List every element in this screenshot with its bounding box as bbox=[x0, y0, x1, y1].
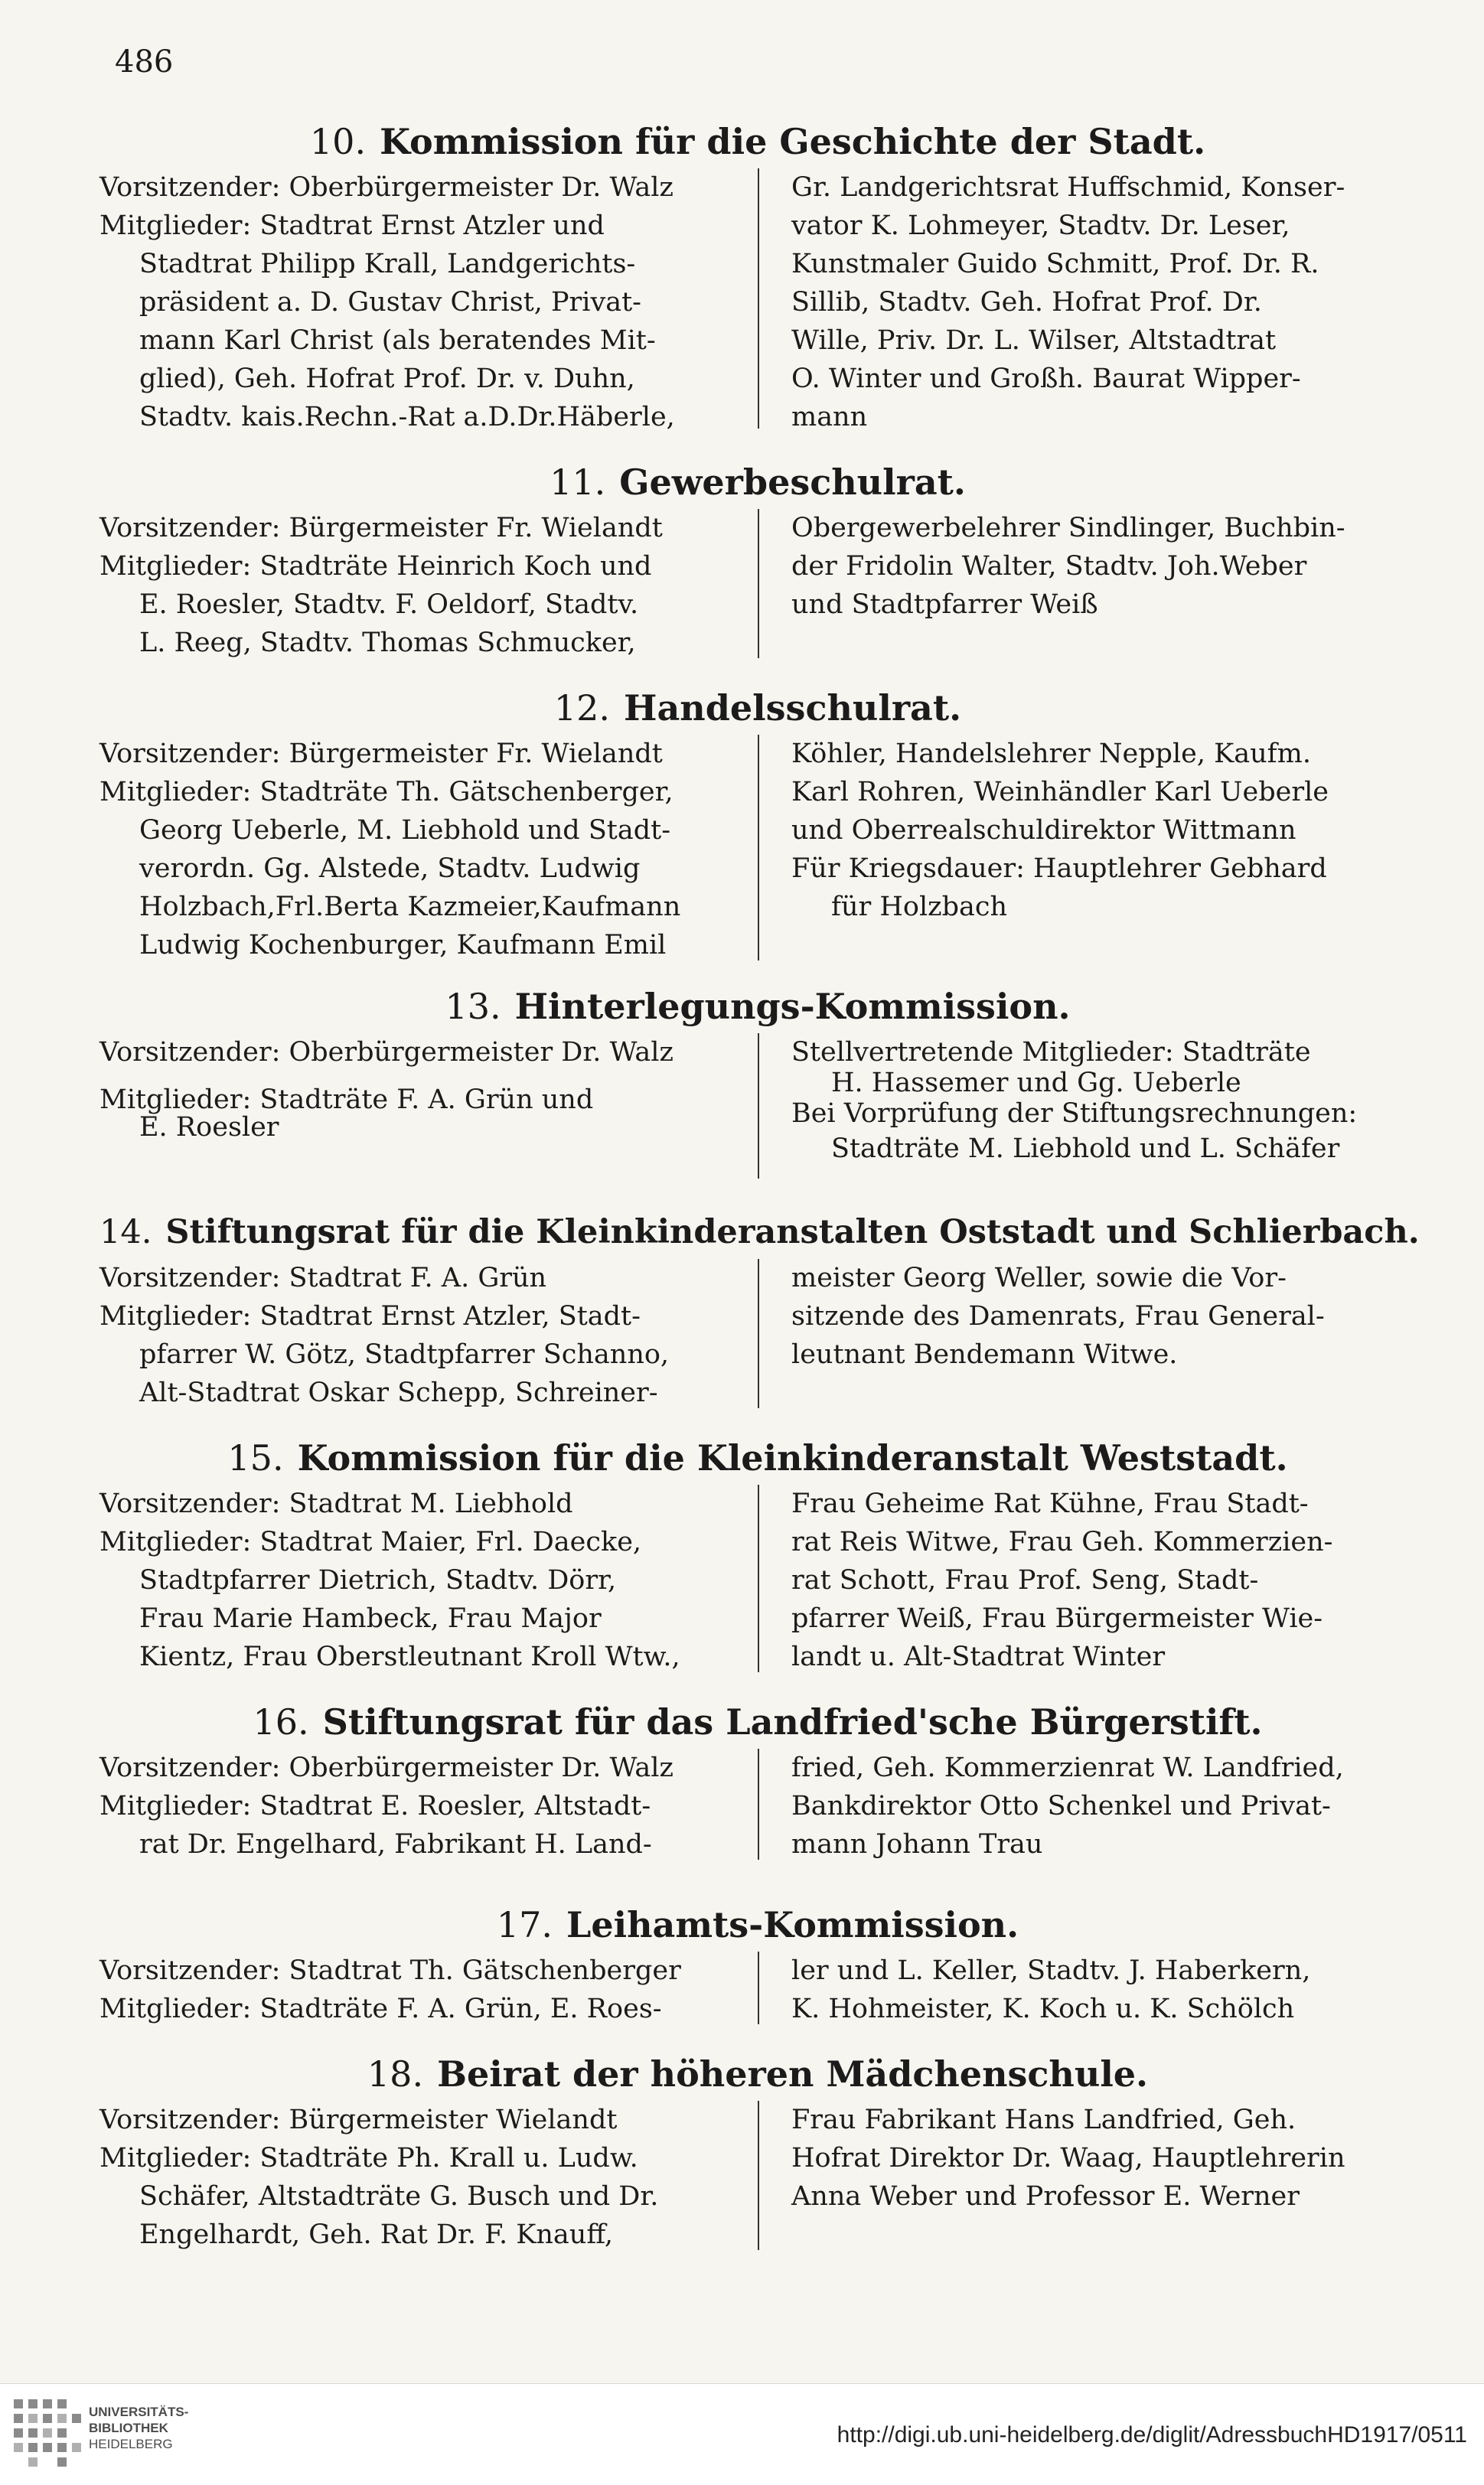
section-heading: Hinterlegungs-Kommission. bbox=[514, 986, 1071, 1027]
text-line: landt u. Alt-Stadtrat Winter bbox=[791, 1642, 1166, 1672]
column-divider bbox=[758, 1952, 759, 2024]
text-line: Wille, Priv. Dr. L. Wilser, Altstadtrat bbox=[791, 325, 1277, 356]
library-name-line: UNIVERSITÄTS- bbox=[89, 2405, 189, 2419]
section-title bbox=[99, 980, 1416, 1033]
section-columns bbox=[99, 168, 1416, 436]
section-number: 16. bbox=[253, 1701, 309, 1743]
text-line: H. Hassemer und Gg. Ueberle bbox=[831, 1068, 1241, 1098]
left-column bbox=[99, 735, 758, 964]
text-line: E. Roesler, Stadtv. F. Oeldorf, Stadtv. bbox=[139, 589, 639, 620]
members-line: Mitglieder: Stadtrat Ernst Atzler und bbox=[99, 210, 605, 241]
right-column bbox=[758, 1485, 1416, 1676]
text-line: Sillib, Stadtv. Geh. Hofrat Prof. Dr. bbox=[791, 287, 1262, 318]
section-number: 13. bbox=[445, 986, 501, 1027]
section-16 bbox=[99, 1695, 1416, 1864]
text-line: K. Hohmeister, K. Koch u. K. Schölch bbox=[791, 1994, 1295, 2024]
section-columns bbox=[99, 735, 1416, 964]
section-heading: Beirat der höheren Mädchenschule. bbox=[437, 2053, 1149, 2095]
section-heading: Handelsschulrat. bbox=[624, 687, 962, 729]
left-column bbox=[99, 1259, 758, 1412]
text-line: Stellvertretende Mitglieder: Stadträte bbox=[791, 1037, 1311, 1068]
text-line: Alt-Stadtrat Oskar Schepp, Schreiner- bbox=[139, 1378, 658, 1408]
left-column bbox=[99, 1485, 758, 1676]
text-line: Schäfer, Altstadträte G. Busch und Dr. bbox=[139, 2181, 659, 2212]
section-columns bbox=[99, 1952, 1416, 2028]
section-number: 17. bbox=[496, 1904, 553, 1945]
text-line: Hofrat Direktor Dr. Waag, Hauptlehrerin bbox=[791, 2143, 1345, 2174]
text-line: Köhler, Handelslehrer Nepple, Kaufm. bbox=[791, 739, 1311, 769]
column-divider bbox=[758, 1033, 759, 1179]
section-number: 14. bbox=[99, 1213, 152, 1251]
chair-line: Vorsitzender: Bürgermeister Wielandt bbox=[99, 2105, 618, 2135]
text-line: pfarrer Weiß, Frau Bürgermeister Wie- bbox=[791, 1603, 1323, 1634]
section-columns bbox=[99, 1259, 1416, 1412]
page-number: 486 bbox=[115, 44, 174, 80]
university-seal-icon bbox=[14, 2399, 81, 2467]
text-line: der Fridolin Walter, Stadtv. Joh.Weber bbox=[791, 551, 1307, 582]
right-column bbox=[758, 1952, 1416, 2028]
text-line: pfarrer W. Götz, Stadtpfarrer Schanno, bbox=[139, 1339, 670, 1370]
text-line: O. Winter und Großh. Baurat Wipper- bbox=[791, 364, 1301, 394]
section-14 bbox=[99, 1205, 1420, 1412]
section-17 bbox=[99, 1898, 1416, 2028]
section-heading: Kommission für die Kleinkinderanstalt Weststadt. bbox=[297, 1437, 1288, 1479]
right-column bbox=[758, 1749, 1416, 1864]
section-number: 10. bbox=[309, 121, 367, 162]
left-column bbox=[99, 1749, 758, 1864]
members-line: Mitglieder: Stadtrat E. Roesler, Altstadt- bbox=[99, 1791, 651, 1821]
library-footer bbox=[0, 2383, 1484, 2485]
section-number: 11. bbox=[550, 461, 606, 503]
section-heading: Gewerbeschulrat. bbox=[619, 461, 966, 503]
members-line: Mitglieder: Stadträte Ph. Krall u. Ludw. bbox=[99, 2143, 638, 2174]
section-columns bbox=[99, 1485, 1416, 1676]
left-column bbox=[99, 1033, 758, 1146]
left-column bbox=[99, 1952, 758, 2028]
section-heading: Stiftungsrat für die Kleinkinderanstalten Oststadt und Schlierbach. bbox=[165, 1213, 1420, 1251]
section-title bbox=[99, 115, 1416, 168]
right-column bbox=[758, 1259, 1416, 1374]
left-column bbox=[99, 509, 758, 662]
text-line: Kunstmaler Guido Schmitt, Prof. Dr. R. bbox=[791, 249, 1319, 279]
text-line: meister Georg Weller, sowie die Vor- bbox=[791, 1263, 1287, 1293]
members-line: Mitglieder: Stadträte F. A. Grün, E. Roes- bbox=[99, 1994, 662, 2024]
left-column bbox=[99, 168, 758, 436]
text-line: Frau Fabrikant Hans Landfried, Geh. bbox=[791, 2105, 1296, 2135]
right-column bbox=[758, 1033, 1416, 1168]
text-line: für Holzbach bbox=[831, 892, 1007, 922]
text-line: mann bbox=[791, 402, 868, 432]
text-line: Anna Weber und Professor E. Werner bbox=[791, 2181, 1300, 2212]
section-title bbox=[99, 681, 1416, 735]
section-heading: Leihamts-Kommission. bbox=[566, 1904, 1019, 1945]
chair-line: Vorsitzender: Oberbürgermeister Dr. Walz bbox=[99, 172, 674, 203]
text-line: Stadtpfarrer Dietrich, Stadtv. Dörr, bbox=[139, 1565, 617, 1596]
members-line: Mitglieder: Stadträte Th. Gätschenberger, bbox=[99, 777, 674, 807]
chair-line: Vorsitzender: Oberbürgermeister Dr. Walz bbox=[99, 1753, 674, 1783]
section-title bbox=[99, 1431, 1416, 1485]
section-12 bbox=[99, 681, 1416, 964]
section-10 bbox=[99, 115, 1416, 436]
text-line: mann Johann Trau bbox=[791, 1829, 1043, 1860]
library-name bbox=[89, 2404, 188, 2452]
section-heading: Stiftungsrat für das Landfried'sche Bürgerstift. bbox=[322, 1701, 1263, 1743]
members-line: Mitglieder: Stadträte Heinrich Koch und bbox=[99, 551, 652, 582]
right-column bbox=[758, 509, 1416, 624]
text-line: Engelhardt, Geh. Rat Dr. F. Knauff, bbox=[139, 2219, 614, 2250]
text-line: verordn. Gg. Alstede, Stadtv. Ludwig bbox=[139, 853, 641, 884]
right-column bbox=[758, 735, 1416, 926]
section-number: 12. bbox=[553, 687, 611, 729]
text-line: Ludwig Kochenburger, Kaufmann Emil bbox=[139, 930, 667, 960]
section-13 bbox=[99, 980, 1416, 1168]
text-line: Frau Marie Hambeck, Frau Major bbox=[139, 1603, 602, 1634]
text-line: ler und L. Keller, Stadtv. J. Haberkern, bbox=[791, 1955, 1311, 1986]
section-11 bbox=[99, 455, 1416, 662]
text-line: leutnant Bendemann Witwe. bbox=[791, 1339, 1178, 1370]
section-title bbox=[99, 455, 1416, 509]
section-columns bbox=[99, 1749, 1416, 1864]
text-line: fried, Geh. Kommerzienrat W. Landfried, bbox=[791, 1753, 1344, 1783]
chair-line: Vorsitzender: Stadtrat F. A. Grün bbox=[99, 1263, 547, 1293]
text-line: und Oberrealschuldirektor Wittmann bbox=[791, 815, 1296, 846]
column-divider bbox=[758, 735, 759, 960]
column-divider bbox=[758, 509, 759, 658]
text-line: sitzende des Damenrats, Frau General- bbox=[791, 1301, 1325, 1332]
text-line: E. Roesler bbox=[139, 1112, 279, 1143]
text-line: glied), Geh. Hofrat Prof. Dr. v. Duhn, bbox=[139, 364, 635, 394]
library-name-line: HEIDELBERG bbox=[89, 2437, 173, 2451]
text-line: L. Reeg, Stadtv. Thomas Schmucker, bbox=[139, 628, 636, 658]
section-columns bbox=[99, 509, 1416, 662]
chair-line: Vorsitzender: Oberbürgermeister Dr. Walz bbox=[99, 1037, 674, 1068]
members-line: Mitglieder: Stadtrat Maier, Frl. Daecke, bbox=[99, 1527, 642, 1557]
text-line: Georg Ueberle, M. Liebhold und Stadt- bbox=[139, 815, 671, 846]
section-title bbox=[99, 1695, 1416, 1749]
chair-line: Vorsitzender: Bürgermeister Fr. Wielandt bbox=[99, 513, 663, 543]
text-line: Stadtrat Philipp Krall, Landgerichts- bbox=[139, 249, 636, 279]
section-15 bbox=[99, 1431, 1416, 1676]
chair-line: Vorsitzender: Stadtrat M. Liebhold bbox=[99, 1489, 573, 1519]
chair-line: Vorsitzender: Bürgermeister Fr. Wielandt bbox=[99, 739, 663, 769]
members-line: Mitglieder: Stadträte F. A. Grün und bbox=[99, 1084, 594, 1115]
text-line: rat Dr. Engelhard, Fabrikant H. Land- bbox=[139, 1829, 652, 1860]
section-heading: Kommission für die Geschichte der Stadt. bbox=[380, 121, 1206, 162]
section-number: 15. bbox=[227, 1437, 284, 1479]
text-line: mann Karl Christ (als beratendes Mit- bbox=[139, 325, 656, 356]
text-line: rat Reis Witwe, Frau Geh. Kommerzien- bbox=[791, 1527, 1333, 1557]
text-line: Holzbach,Frl.Berta Kazmeier,Kaufmann bbox=[139, 892, 681, 922]
section-columns bbox=[99, 1033, 1416, 1168]
left-column bbox=[99, 2101, 758, 2254]
column-divider bbox=[758, 168, 759, 429]
text-line: vator K. Lohmeyer, Stadtv. Dr. Leser, bbox=[791, 210, 1290, 241]
section-title bbox=[99, 1205, 1420, 1259]
source-url-link[interactable]: http://digi.ub.uni-heidelberg.de/diglit/AdressbuchHD1917/0511 bbox=[837, 2422, 1467, 2447]
right-column bbox=[758, 2101, 1416, 2216]
section-18 bbox=[99, 2047, 1416, 2254]
section-title bbox=[99, 1898, 1416, 1952]
text-line: Für Kriegsdauer: Hauptlehrer Gebhard bbox=[791, 853, 1327, 884]
text-line: Stadträte M. Liebhold und L. Schäfer bbox=[831, 1133, 1340, 1164]
right-column bbox=[758, 168, 1416, 436]
text-line: Kientz, Frau Oberstleutnant Kroll Wtw., bbox=[139, 1642, 680, 1672]
text-line: Frau Geheime Rat Kühne, Frau Stadt- bbox=[791, 1489, 1309, 1519]
section-title bbox=[99, 2047, 1416, 2101]
text-line: Gr. Landgerichtsrat Huffschmid, Konser- bbox=[791, 172, 1345, 203]
members-line: Mitglieder: Stadtrat Ernst Atzler, Stadt- bbox=[99, 1301, 641, 1332]
column-divider bbox=[758, 1749, 759, 1860]
library-name-line: BIBLIOTHEK bbox=[89, 2421, 168, 2435]
chair-line: Vorsitzender: Stadtrat Th. Gätschenberger bbox=[99, 1955, 681, 1986]
text-line: Obergewerbelehrer Sindlinger, Buchbin- bbox=[791, 513, 1345, 543]
text-line: Bei Vorprüfung der Stiftungsrechnungen: bbox=[791, 1098, 1358, 1129]
section-columns bbox=[99, 2101, 1416, 2254]
text-line: Karl Rohren, Weinhändler Karl Ueberle bbox=[791, 777, 1329, 807]
library-logo bbox=[14, 2399, 81, 2467]
section-number: 18. bbox=[367, 2053, 424, 2095]
text-line: Stadtv. kais.Rechn.-Rat a.D.Dr.Häberle, bbox=[139, 402, 675, 432]
text-line: rat Schott, Frau Prof. Seng, Stadt- bbox=[791, 1565, 1259, 1596]
text-line: Bankdirektor Otto Schenkel und Privat- bbox=[791, 1791, 1331, 1821]
text-line: und Stadtpfarrer Weiß bbox=[791, 589, 1098, 620]
column-divider bbox=[758, 2101, 759, 2250]
text-line: präsident a. D. Gustav Christ, Privat- bbox=[139, 287, 642, 318]
column-divider bbox=[758, 1259, 759, 1408]
column-divider bbox=[758, 1485, 759, 1672]
